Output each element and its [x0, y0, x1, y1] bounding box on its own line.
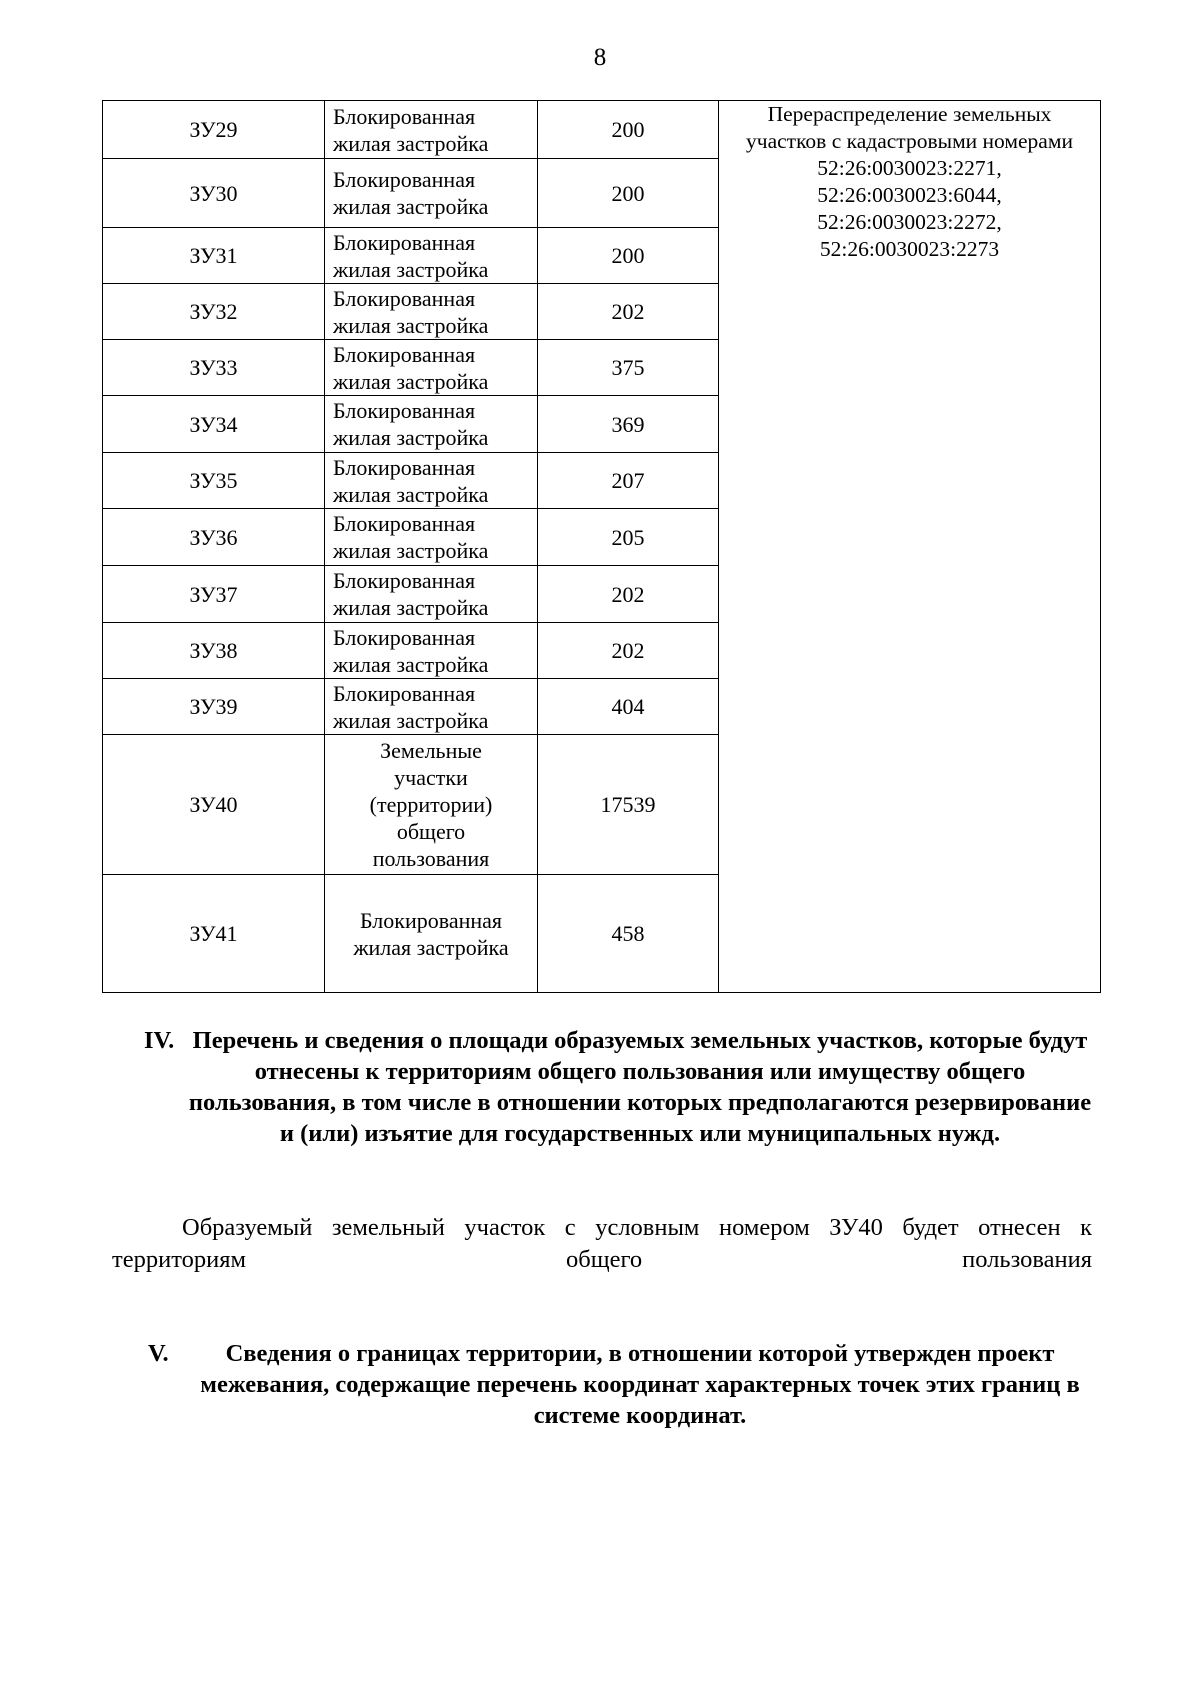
page-number: 8: [593, 44, 607, 71]
section-iv-paragraph: [112, 1212, 1092, 1276]
plot-area: 205: [538, 509, 719, 566]
plot-id: ЗУ36: [103, 509, 325, 566]
plot-area: 17539: [538, 735, 719, 875]
plot-use: Блокированная жилая застройка: [325, 875, 538, 993]
plot-use: Блокированная жилая застройка: [325, 101, 538, 159]
plot-area: 200: [538, 228, 719, 284]
plot-use: Блокированная жилая застройка: [325, 509, 538, 566]
plot-area: 200: [538, 101, 719, 159]
plot-use: Блокированная жилая застройка: [325, 396, 538, 453]
plot-id: ЗУ32: [103, 284, 325, 340]
section-v-number: V.: [148, 1340, 169, 1367]
section-v-title: Сведения о границах территории, в отношении которой утвержден проект межевания, содержащие перечень координат характерных точек этих границ в системе координат.: [200, 1340, 1080, 1429]
plot-area: 202: [538, 623, 719, 679]
land-plots-table: [102, 100, 1101, 993]
plot-id: ЗУ39: [103, 679, 325, 735]
plot-area: 404: [538, 679, 719, 735]
plot-use: Блокированная жилая застройка: [325, 340, 538, 396]
plot-area: 202: [538, 284, 719, 340]
plot-id: ЗУ31: [103, 228, 325, 284]
plot-use: Блокированная жилая застройка: [325, 159, 538, 228]
plot-id: ЗУ38: [103, 623, 325, 679]
plot-area: 375: [538, 340, 719, 396]
plot-use: Блокированная жилая застройка: [325, 284, 538, 340]
plot-area: 369: [538, 396, 719, 453]
plot-use: Блокированная жилая застройка: [325, 453, 538, 509]
plot-use: Блокированная жилая застройка: [325, 228, 538, 284]
plot-id: ЗУ29: [103, 101, 325, 159]
plot-use: Блокированная жилая застройка: [325, 566, 538, 623]
plot-area: 200: [538, 159, 719, 228]
paragraph-text: Образуемый земельный участок с условным номером ЗУ40 будет отнесен к территориям общего пользования: [112, 1214, 1092, 1273]
plot-id: ЗУ41: [103, 875, 325, 993]
plot-id: ЗУ34: [103, 396, 325, 453]
plot-id: ЗУ37: [103, 566, 325, 623]
plot-use: Земельные участки (территории) общего пользования: [325, 735, 538, 875]
plot-area: 207: [538, 453, 719, 509]
section-iv-number: IV.: [144, 1027, 175, 1054]
table-row: [103, 101, 1101, 159]
plot-id: ЗУ35: [103, 453, 325, 509]
plot-id: ЗУ33: [103, 340, 325, 396]
plot-id: ЗУ30: [103, 159, 325, 228]
redistribution-note: Перераспределение земельных участков с кадастровыми номерами 52:26:0030023:2271, 52:26:0030023:6044, 52:26:0030023:2272, 52:26:0030023:2273: [719, 101, 1101, 993]
plot-area: 202: [538, 566, 719, 623]
plot-use: Блокированная жилая застройка: [325, 623, 538, 679]
plot-use: Блокированная жилая застройка: [325, 679, 538, 735]
plot-area: 458: [538, 875, 719, 993]
plot-id: ЗУ40: [103, 735, 325, 875]
section-iv-title: Перечень и сведения о площади образуемых земельных участков, которые будут отнесены к территориям общего пользования или имуществу общего пользования, в том числе в отношении которых предполагаются резервирование и (или) изъятие для государственных или муниципальных нужд.: [188, 1027, 1092, 1147]
